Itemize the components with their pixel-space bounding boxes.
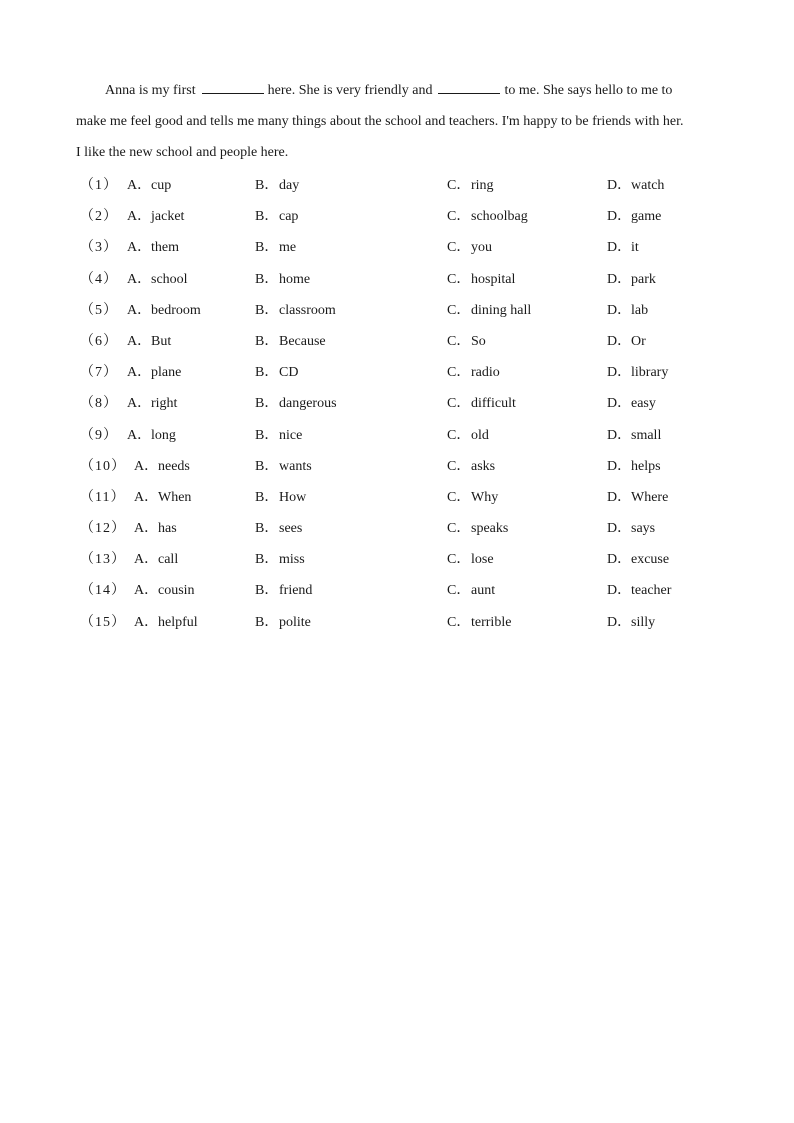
option-text: library <box>631 365 669 381</box>
option-text: radio <box>471 365 500 381</box>
option-a[interactable] <box>127 232 179 263</box>
option-a[interactable] <box>127 357 181 388</box>
question-number: （8） <box>80 396 118 412</box>
option-a[interactable] <box>134 607 198 638</box>
option-c[interactable] <box>447 607 511 638</box>
option-letter: A． <box>134 552 159 568</box>
option-a[interactable] <box>127 264 188 295</box>
question-row <box>80 388 720 419</box>
option-d[interactable] <box>607 295 648 326</box>
question-row <box>80 607 720 638</box>
option-d[interactable] <box>607 544 669 575</box>
option-b[interactable] <box>255 544 305 575</box>
option-text: lose <box>471 552 494 568</box>
passage-text-1b: here. She is very friendly and <box>267 83 433 98</box>
option-a[interactable] <box>127 420 176 451</box>
option-text: lab <box>631 302 649 318</box>
option-text: cousin <box>158 583 195 599</box>
option-letter: C． <box>447 271 471 287</box>
option-d[interactable] <box>607 420 661 451</box>
option-text: speaks <box>471 521 509 537</box>
option-letter: D． <box>607 583 632 599</box>
option-letter: A． <box>127 209 152 225</box>
option-text: sees <box>279 521 303 537</box>
option-b[interactable] <box>255 451 312 482</box>
option-text: silly <box>631 614 656 630</box>
option-letter: C． <box>447 209 471 225</box>
option-text: long <box>151 427 176 443</box>
option-letter: B． <box>255 365 279 381</box>
option-letter: D． <box>607 521 632 537</box>
option-text: has <box>158 521 177 537</box>
question-number: （15） <box>80 614 126 630</box>
option-c[interactable] <box>447 264 515 295</box>
passage-line-2: make me feel good and tells me many things about the school and teachers. I'm happy to be friends with her. <box>76 114 684 129</box>
question-row <box>80 201 720 232</box>
option-text: nice <box>279 427 303 443</box>
option-letter: A． <box>134 521 159 537</box>
option-text: aunt <box>471 583 496 599</box>
option-text: ring <box>471 178 494 193</box>
option-letter: D． <box>607 489 632 505</box>
option-a[interactable] <box>127 295 201 326</box>
option-d[interactable] <box>607 264 656 295</box>
option-text: asks <box>471 458 496 474</box>
option-text: But <box>151 333 172 349</box>
question-number: （1） <box>80 178 118 193</box>
option-text: old <box>471 427 489 443</box>
option-letter: C． <box>447 614 471 630</box>
option-c[interactable] <box>447 357 500 388</box>
option-c[interactable] <box>447 544 494 575</box>
option-text: So <box>471 333 486 349</box>
option-letter: C． <box>447 333 471 349</box>
option-letter: D． <box>607 240 632 256</box>
option-d[interactable] <box>607 170 664 201</box>
option-a[interactable] <box>134 482 191 513</box>
option-text: miss <box>279 552 305 568</box>
option-text: cap <box>279 209 299 225</box>
option-letter: D． <box>607 427 632 443</box>
option-d[interactable] <box>607 482 668 513</box>
option-letter: D． <box>607 365 632 381</box>
option-c[interactable] <box>447 575 495 606</box>
option-c[interactable] <box>447 170 494 201</box>
option-letter: B． <box>255 178 279 193</box>
option-letter: C． <box>447 427 471 443</box>
option-d[interactable] <box>607 451 661 482</box>
option-letter: D． <box>607 302 632 318</box>
option-letter: A． <box>134 614 159 630</box>
option-text: home <box>279 271 311 287</box>
option-d[interactable] <box>607 388 656 419</box>
option-letter: B． <box>255 333 279 349</box>
option-text: them <box>151 240 179 256</box>
option-b[interactable] <box>255 513 302 544</box>
option-letter: A． <box>127 333 152 349</box>
option-b[interactable] <box>255 357 298 388</box>
option-letter: B． <box>255 614 279 630</box>
answer-blank <box>202 92 264 94</box>
option-text: helpful <box>158 614 198 630</box>
option-text: helps <box>631 458 661 474</box>
option-letter: B． <box>255 240 279 256</box>
option-text: hospital <box>471 271 516 287</box>
option-d[interactable] <box>607 607 655 638</box>
question-row <box>80 232 720 263</box>
option-a[interactable] <box>134 544 178 575</box>
option-b[interactable] <box>255 232 296 263</box>
option-b[interactable] <box>255 201 298 232</box>
option-b[interactable] <box>255 482 306 513</box>
option-a[interactable] <box>127 201 184 232</box>
option-b[interactable] <box>255 326 326 357</box>
option-c[interactable] <box>447 482 498 513</box>
option-letter: A． <box>127 427 152 443</box>
option-text: easy <box>631 396 656 412</box>
option-d[interactable] <box>607 201 661 232</box>
option-text: cup <box>151 178 172 193</box>
option-letter: A． <box>127 271 152 287</box>
option-text: school <box>151 271 188 287</box>
question-row <box>80 544 720 575</box>
option-letter: B． <box>255 302 279 318</box>
option-d[interactable] <box>607 357 668 388</box>
option-b[interactable] <box>255 575 312 606</box>
option-text: right <box>151 396 178 412</box>
option-a[interactable] <box>127 388 177 419</box>
option-text: Or <box>631 333 646 349</box>
option-text: bedroom <box>151 302 201 318</box>
question-number: （12） <box>80 521 126 537</box>
option-letter: A． <box>127 365 152 381</box>
option-text: When <box>158 489 192 505</box>
option-d[interactable] <box>607 575 671 606</box>
option-b[interactable] <box>255 264 310 295</box>
option-letter: C． <box>447 489 471 505</box>
option-letter: C． <box>447 521 471 537</box>
question-options <box>80 170 720 638</box>
option-letter: D． <box>607 271 632 287</box>
question-row <box>80 482 720 513</box>
option-text: small <box>631 427 662 443</box>
option-letter: A． <box>127 396 152 412</box>
option-d[interactable] <box>607 232 639 263</box>
question-row <box>80 513 720 544</box>
option-letter: C． <box>447 396 471 412</box>
option-text: it <box>631 240 639 256</box>
option-b[interactable] <box>255 388 337 419</box>
question-number: （5） <box>80 302 118 318</box>
question-row <box>80 264 720 295</box>
option-text: classroom <box>279 302 336 318</box>
option-letter: D． <box>607 614 632 630</box>
option-letter: A． <box>127 302 152 318</box>
option-a[interactable] <box>134 513 177 544</box>
passage-text-1a: Anna is my first <box>105 83 196 98</box>
option-text: Why <box>471 489 499 505</box>
option-letter: B． <box>255 489 279 505</box>
option-letter: B． <box>255 396 279 412</box>
option-letter: B． <box>255 552 279 568</box>
question-row <box>80 295 720 326</box>
option-letter: C． <box>447 178 471 193</box>
option-a[interactable] <box>127 326 171 357</box>
question-row <box>80 420 720 451</box>
option-letter: B． <box>255 458 279 474</box>
option-letter: C． <box>447 240 471 256</box>
option-a[interactable] <box>127 170 171 201</box>
option-text: watch <box>631 178 665 193</box>
option-text: you <box>471 240 492 256</box>
option-letter: A． <box>134 583 159 599</box>
option-text: terrible <box>471 614 512 630</box>
option-letter: D． <box>607 209 632 225</box>
option-letter: C． <box>447 365 471 381</box>
option-a[interactable] <box>134 451 190 482</box>
option-c[interactable] <box>447 420 489 451</box>
question-number: （11） <box>80 489 126 505</box>
option-text: plane <box>151 365 182 381</box>
option-text: day <box>279 178 300 193</box>
option-letter: D． <box>607 396 632 412</box>
option-text: me <box>279 240 297 256</box>
option-b[interactable] <box>255 170 299 201</box>
option-a[interactable] <box>134 575 195 606</box>
option-letter: C． <box>447 458 471 474</box>
passage <box>76 77 720 170</box>
option-text: friend <box>279 583 313 599</box>
option-letter: D． <box>607 333 632 349</box>
option-text: needs <box>158 458 190 474</box>
option-b[interactable] <box>255 295 336 326</box>
option-text: Where <box>631 489 669 505</box>
option-text: teacher <box>631 583 672 599</box>
question-row <box>80 575 720 606</box>
option-text: Because <box>279 333 326 349</box>
option-b[interactable] <box>255 420 302 451</box>
option-c[interactable] <box>447 326 486 357</box>
option-text: wants <box>279 458 312 474</box>
option-c[interactable] <box>447 232 492 263</box>
question-row <box>80 170 720 201</box>
option-d[interactable] <box>607 326 646 357</box>
question-row <box>80 451 720 482</box>
question-number: （7） <box>80 365 118 381</box>
option-c[interactable] <box>447 513 508 544</box>
question-number: （6） <box>80 333 118 349</box>
passage-text-1c: to me. She says hello to me to <box>504 83 673 98</box>
question-row <box>80 326 720 357</box>
option-text: park <box>631 271 656 287</box>
option-text: CD <box>279 365 299 381</box>
question-number: （2） <box>80 209 118 225</box>
option-c[interactable] <box>447 295 531 326</box>
option-text: dining hall <box>471 302 532 318</box>
question-number: （14） <box>80 583 126 599</box>
option-letter: D． <box>607 458 632 474</box>
option-letter: B． <box>255 521 279 537</box>
option-letter: A． <box>134 458 159 474</box>
option-text: says <box>631 521 656 537</box>
option-text: polite <box>279 614 311 630</box>
option-letter: D． <box>607 552 632 568</box>
answer-blank <box>438 92 500 94</box>
option-text: difficult <box>471 396 516 412</box>
option-text: schoolbag <box>471 209 528 225</box>
question-number: （10） <box>80 458 126 474</box>
option-d[interactable] <box>607 513 655 544</box>
option-letter: B． <box>255 583 279 599</box>
option-letter: B． <box>255 209 279 225</box>
passage-line-3: I like the new school and people here. <box>76 145 289 160</box>
question-number: （3） <box>80 240 118 256</box>
option-letter: C． <box>447 583 471 599</box>
option-c[interactable] <box>447 388 516 419</box>
option-text: game <box>631 209 662 225</box>
option-text: How <box>279 489 307 505</box>
option-text: dangerous <box>279 396 337 412</box>
option-letter: C． <box>447 552 471 568</box>
option-text: jacket <box>151 209 185 225</box>
option-letter: C． <box>447 302 471 318</box>
option-c[interactable] <box>447 201 528 232</box>
option-letter: A． <box>134 489 159 505</box>
option-text: excuse <box>631 552 670 568</box>
question-number: （9） <box>80 427 118 443</box>
option-text: call <box>158 552 179 568</box>
option-letter: B． <box>255 271 279 287</box>
option-letter: A． <box>127 240 152 256</box>
option-c[interactable] <box>447 451 495 482</box>
passage-line-1 <box>76 77 720 108</box>
option-letter: B． <box>255 427 279 443</box>
question-number: （13） <box>80 552 126 568</box>
option-letter: D． <box>607 178 632 193</box>
question-row <box>80 357 720 388</box>
option-letter: A． <box>127 178 152 193</box>
option-b[interactable] <box>255 607 311 638</box>
question-number: （4） <box>80 271 118 287</box>
